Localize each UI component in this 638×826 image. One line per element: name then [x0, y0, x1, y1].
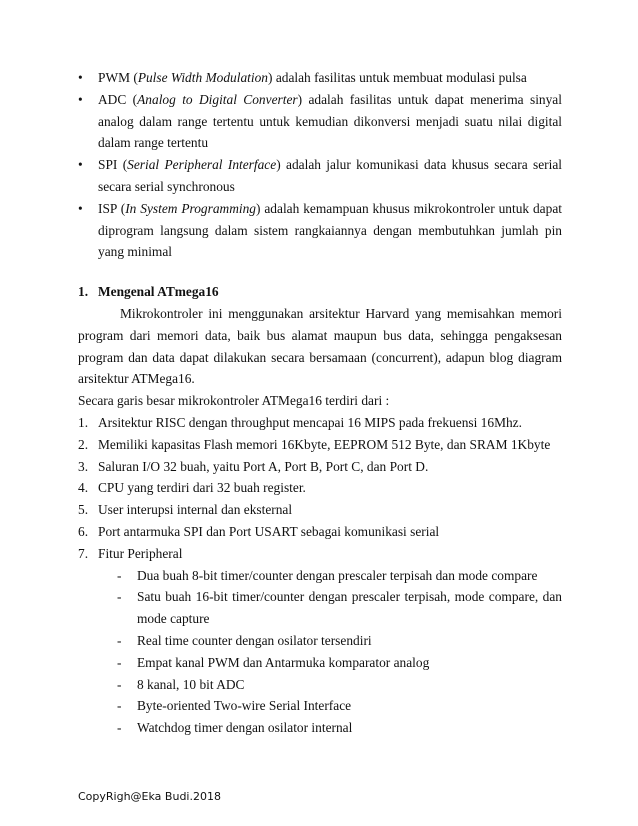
section-number: 1. [78, 284, 89, 300]
copyright-footer: CopyRigh@Eka Budi.2018 [78, 790, 221, 803]
bullet-icon: • [78, 200, 83, 216]
numbered-item: 6. Port antarmuka SPI dan Port USART sebagai komunikasi serial [78, 523, 440, 539]
numbered-item: 5. User interupsi internal dan eksternal [78, 502, 293, 518]
numbered-item: 1. Arsitektur RISC dengan throughput mencapai 16 MIPS pada frekuensi 16Mhz. [78, 414, 522, 430]
numbered-item: 4. CPU yang terdiri dari 32 buah register. [78, 480, 306, 496]
bullet-item-adc: • ADC (Analog to Digital Converter) adalah fasilitas untuk dapat menerima sinyal analog dalam range tertentu untuk kemudian dikonversi menjadi suatu nilai digital dalam range tertentu [78, 89, 562, 154]
peripheral-dash-list [98, 565, 562, 739]
bullet-icon: • [78, 70, 83, 85]
section-title: Mengenal ATmega16 [98, 284, 219, 300]
numbered-item-peripheral: 7. Fitur Peripheral - Dua buah 8-bit timer/counter dengan prescaler terpisah dan mode compare - Satu buah 16-bit timer/counter dengan prescaler terpisah, mode compare, dan mode capture - Real time counter dengan osilator tersendiri - Empat kanal PWM dan Antarmuka komparator analog - 8 kanal, 10 bit ADC - Byte-oriented Two-wire Serial Interface - Watchdog timer dengan osilator internal [78, 543, 562, 739]
dash-item: - 8 kanal, 10 bit ADC [117, 676, 245, 692]
bullet-item-isp: • ISP (In System Programming) adalah kemampuan khusus mikrokontroler untuk dapat diprogram langsung dalam sistem rangkaiannya dengan membutuhkan jumlah pin yang minimal [78, 198, 562, 263]
bullet-item-pwm: • PWM (Pulse Width Modulation) adalah fasilitas untuk membuat modulasi pulsa [78, 67, 562, 89]
page-content [78, 67, 562, 739]
intro-paragraph: Mikrokontroler ini menggunakan arsitektur Harvard yang memisahkan memori program dari memori data, baik bus alamat maupun bus data, sehingga pengaksesan program dan data dapat dilakukan secara bersamaan (concurrent), adapun blog diagram arsitektur ATMega16. [78, 305, 562, 387]
dash-item: - Empat kanal PWM dan Antarmuka komparator analog [117, 654, 430, 670]
features-numbered-list [78, 412, 562, 739]
numbered-item: 2. Memiliki kapasitas Flash memori 16Kbyte, EEPROM 512 Byte, dan SRAM 1Kbyte [78, 436, 551, 452]
dash-item: - Real time counter dengan osilator tersendiri [117, 632, 372, 648]
bullet-icon: • [78, 91, 83, 107]
dash-item: - Satu buah 16-bit timer/counter dengan prescaler terpisah, mode compare, dan mode capture [117, 589, 562, 627]
feature-bullet-list [78, 67, 562, 263]
dash-item: - Watchdog timer dengan osilator internal [117, 720, 353, 736]
bullet-item-spi: • SPI (Serial Peripheral Interface) adalah jalur komunikasi data khusus secara serial secara serial synchronous [78, 154, 562, 198]
dash-item: - Dua buah 8-bit timer/counter dengan prescaler terpisah dan mode compare [117, 567, 538, 583]
bullet-icon: • [78, 157, 83, 173]
dash-item: - Byte-oriented Two-wire Serial Interface [117, 698, 352, 714]
summary-sentence: Secara garis besar mikrokontroler ATMega16 terdiri dari : [78, 393, 390, 409]
section-heading [78, 281, 562, 303]
numbered-item: 3. Saluran I/O 32 buah, yaitu Port A, Port B, Port C, dan Port D. [78, 458, 429, 474]
